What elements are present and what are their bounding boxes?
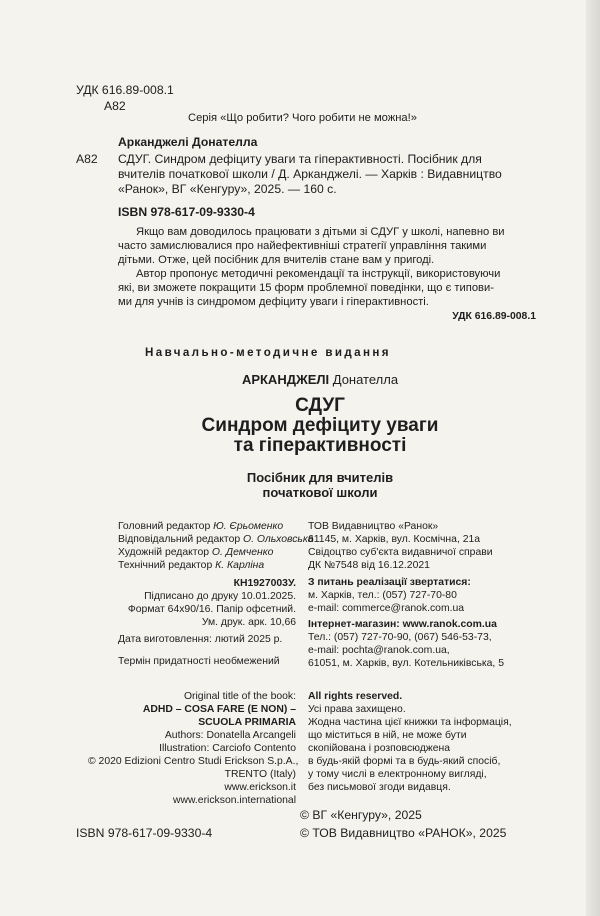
manufacture-date: Дата виготовлення: лютий 2025 р.: [118, 634, 283, 645]
book-title: [110, 396, 530, 456]
udc-code: УДК 616.89-008.1: [76, 83, 174, 97]
sales-line: м. Харків, тел.: (057) 727-70-80: [308, 590, 457, 601]
title-line: Синдром дефіциту уваги: [201, 415, 439, 436]
original-title-info: [88, 690, 299, 807]
sheets: Ум. друк. арк. 10,66: [201, 617, 296, 628]
shop-line: 61051, м. Харків, вул. Котельниківська, 5: [308, 658, 504, 669]
bib-line: СДУГ. Синдром дефіциту уваги та гіперактивності. Посібник для: [118, 152, 482, 166]
rights-line: Жодна частина цієї книжки та інформація,: [308, 717, 512, 728]
original-site: www.erickson.it: [224, 782, 296, 793]
original-title-line: ADHD – COSA FARE (E NON) –: [142, 704, 296, 715]
isbn-bottom: ISBN 978-617-09-9330-4: [76, 826, 213, 840]
shop-line: Тел.: (057) 727-70-90, (067) 546-53-73,: [308, 632, 492, 643]
shop-heading: Інтернет-магазин: www.ranok.com.ua: [308, 619, 497, 630]
abstract-line: Якщо вам доводилось працювати з дітьми зі СДУГ у школі, напевно ви: [136, 226, 505, 238]
abstract-line: Автор пропонує методичні рекомендації та інструкції, використовуючи: [136, 268, 501, 280]
editor-row: [118, 546, 296, 559]
original-copyright: © 2020 Edizioni Centro Studi Erickson S.p.A.,: [88, 756, 299, 767]
sales-heading: З питань реалізації звертатися:: [308, 577, 471, 588]
signed-date: Підписано до друку 10.01.2025.: [144, 591, 296, 602]
rights-line: у тому числі в електронному вигляді,: [308, 769, 487, 780]
title-line: СДУГ: [295, 395, 345, 416]
rights-line: Усі права захищено.: [308, 704, 406, 715]
bib-line: вчителів початкової школи / Д. Арканджелі. — Харків : Видавництво: [118, 167, 502, 181]
rights-line: без письмової згоди видавця.: [308, 782, 451, 793]
bbk-mark: А82: [76, 152, 98, 166]
editor-name: Ю. Єрьоменко: [213, 521, 284, 532]
copyright-kenguru: © ВГ «Кенгуру», 2025: [300, 808, 422, 822]
editors-list: [118, 520, 314, 572]
original-site: www.erickson.international: [172, 795, 296, 806]
abstract-line: які, ви зможете покращити 15 форм проблемної поведінки, що є типови-: [118, 282, 494, 294]
author-surname: АРКАНДЖЕЛІ: [241, 372, 330, 387]
sales-info: [308, 576, 544, 615]
author-header: Арканджелі Донателла: [118, 135, 258, 149]
rights-line: в будь-якій формі та в будь-який спосіб,: [308, 756, 501, 767]
rights-line: що міститься в ній, не може бути: [308, 730, 467, 741]
editor-row: [118, 520, 296, 533]
edition-type: Навчально-методичне видання: [145, 346, 391, 359]
title-line: та гіперактивності: [233, 435, 407, 456]
bbk-code: А82: [104, 99, 126, 113]
publisher-line: 61145, м. Харків, вул. Космічна, 21а: [308, 534, 481, 545]
bib-line: «Ранок», ВГ «Кенгуру», 2025. — 160 с.: [118, 182, 337, 196]
abstract-line: дітьми. Отже, цей посібник для вчителів стане вам у пригоді.: [118, 254, 435, 266]
udc-right: УДК 616.89-008.1: [452, 311, 536, 322]
page-edge: [586, 0, 600, 916]
format: Формат 64х90/16. Папір офсетний.: [127, 604, 296, 615]
shop-line: e-mail: pochta@ranok.com.ua,: [308, 645, 450, 656]
original-label: Original title of the book:: [183, 691, 296, 702]
original-illustration: Illustration: Carciofo Contento: [159, 743, 296, 754]
editor-role: Головний редактор: [118, 521, 211, 532]
editor-name: О. Демченко: [211, 547, 274, 558]
editor-row: [118, 533, 314, 546]
publisher-line: ДК №7548 від 16.12.2021: [308, 560, 430, 571]
editor-name: О. Ольховська: [243, 534, 314, 545]
editor-role: Відповідальний редактор: [118, 534, 241, 545]
shop-info: [308, 618, 544, 670]
author-firstname: Донателла: [332, 372, 399, 387]
editor-role: Художній редактор: [118, 547, 209, 558]
author-name: [120, 372, 520, 387]
rights-line: скопійована і розповсюджена: [308, 743, 451, 754]
original-authors: Authors: Donatella Arcangeli: [164, 730, 296, 741]
original-city: TRENTO (Italy): [224, 769, 296, 780]
editor-role: Технічний редактор: [118, 560, 213, 571]
series-line: Серія «Що робити? Чого робити не можна!»: [188, 112, 417, 124]
subtitle-line: початкової школи: [262, 485, 378, 500]
book-subtitle: [120, 470, 520, 500]
subtitle-line: Посібник для вчителів: [246, 470, 394, 485]
shelf-life: Термін придатності необмежений: [118, 656, 280, 667]
print-code: КН1927003У.: [233, 578, 296, 589]
publisher-info: [308, 520, 544, 572]
sales-line: e-mail: commerce@ranok.com.ua: [308, 603, 465, 614]
print-info: [118, 577, 296, 629]
copyright-ranok: © ТОВ Видавництво «РАНОК», 2025: [300, 826, 507, 840]
editor-name: К. Карліна: [215, 560, 265, 571]
abstract-line: ми для учнів із синдромом дефіциту уваги і гіперактивності.: [118, 296, 429, 308]
abstract-line: часто замислювалися про найефективніші стратегії управління такими: [118, 240, 487, 252]
rights-heading: All rights reserved.: [308, 691, 403, 702]
bibliographic-description: [118, 152, 542, 197]
isbn-top: ISBN 978-617-09-9330-4: [118, 205, 255, 219]
rights-info: [308, 690, 544, 794]
publisher-line: ТОВ Видавництво «Ранок»: [308, 521, 439, 532]
publisher-line: Свідоцтво суб'єкта видавничої справи: [308, 547, 493, 558]
original-title-line: SCUOLA PRIMARIA: [198, 717, 296, 728]
editor-row: [118, 559, 296, 572]
abstract: [118, 225, 544, 309]
